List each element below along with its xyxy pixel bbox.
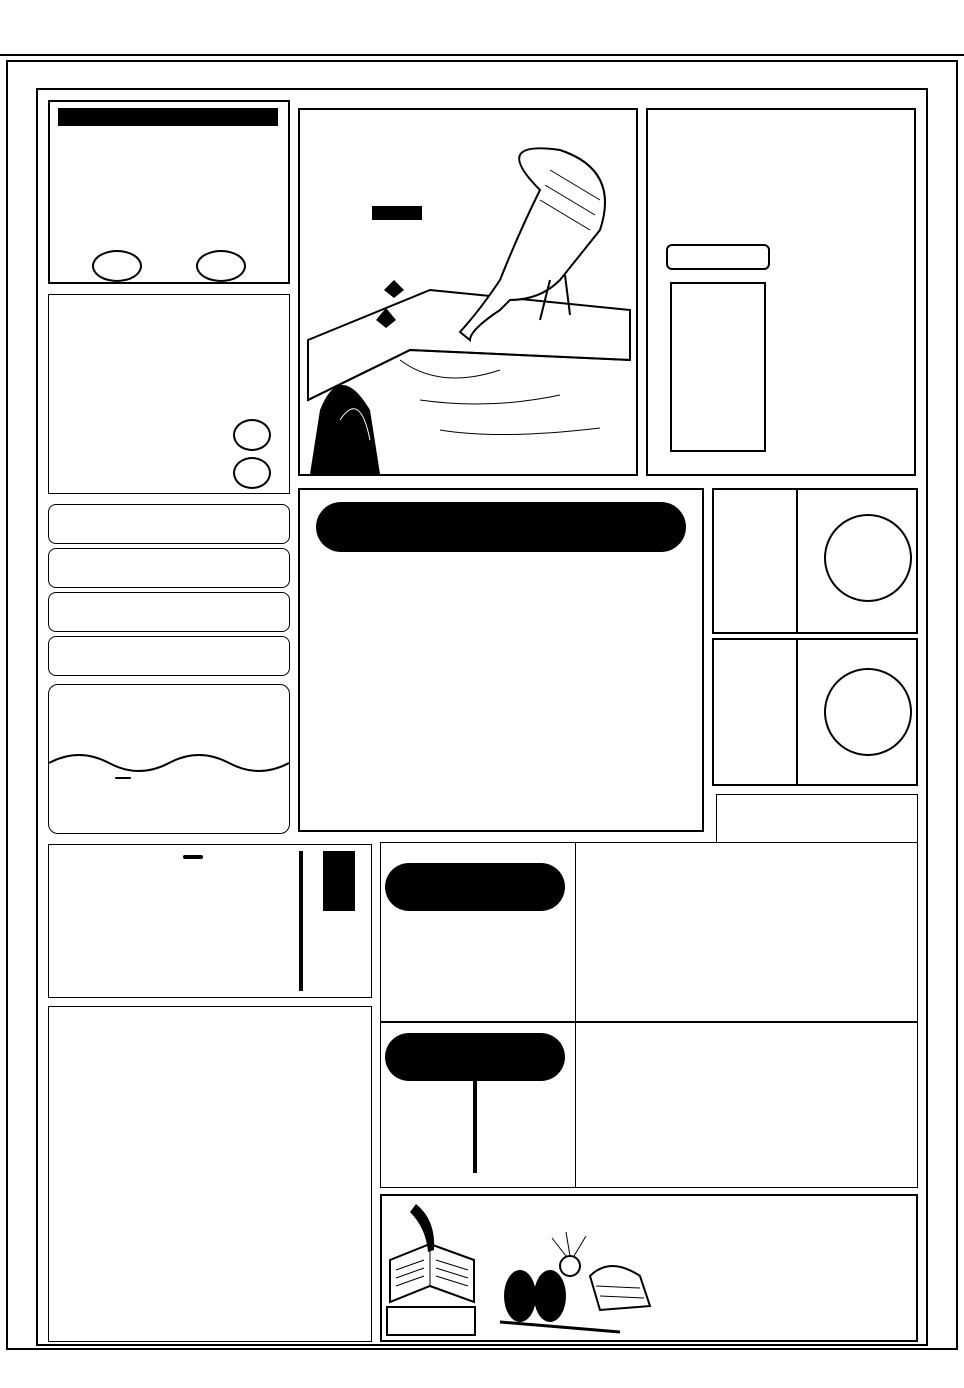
scroll-poem-text (672, 284, 680, 444)
lucky-number-row (48, 504, 290, 544)
wave-divider (49, 747, 289, 777)
stats-b-number (824, 668, 912, 756)
total-corner-note (716, 794, 918, 842)
xuanji-divider (299, 851, 303, 991)
masthead (0, 0, 964, 56)
lucky-range-row (48, 636, 290, 676)
year-stats-box-b (712, 638, 918, 786)
riddle-label (386, 1306, 476, 1336)
special-code-number-2 (233, 457, 271, 489)
stats-a-divider (796, 490, 798, 634)
book-illustration (386, 1200, 476, 1304)
computer-analysis-box (298, 488, 704, 832)
stats-a-number (824, 514, 912, 602)
stats-b-divider (796, 640, 798, 786)
scroll-tag (666, 244, 770, 270)
zodiac-puzzle-box (48, 1006, 372, 1342)
tiger-illustration (500, 1226, 660, 1336)
special-open-box (380, 1022, 918, 1188)
bird-illustration (300, 110, 636, 474)
total-divider (575, 843, 576, 1021)
total-box (380, 842, 918, 1022)
hot-cold-number-2 (196, 250, 246, 282)
trend-table-title (60, 110, 276, 124)
special-open-bar (473, 1081, 477, 1173)
title-panel (646, 108, 916, 476)
lucky-zodiac-row (48, 548, 290, 588)
xuanji-box (48, 844, 372, 998)
xuanji-side-label (323, 851, 355, 911)
special-code-box (48, 294, 290, 494)
contribution-note (115, 777, 131, 779)
total-pill (385, 863, 565, 911)
special-open-pill (385, 1033, 565, 1081)
scroll-poem (670, 282, 766, 452)
year-stats-box-a (712, 488, 918, 634)
computer-analysis-banner (316, 502, 686, 552)
xuanji-heading-tag (183, 855, 203, 859)
lucky-color-row (48, 592, 290, 632)
riddle-box (380, 1194, 918, 1342)
special-open-divider (575, 1023, 576, 1187)
trend-table-frame (58, 108, 278, 126)
special-code-number-1 (233, 419, 271, 451)
picture-panel (298, 108, 638, 476)
contribution-box (48, 684, 290, 834)
hot-cold-number-1 (92, 250, 142, 282)
trend-table-box (48, 100, 290, 284)
